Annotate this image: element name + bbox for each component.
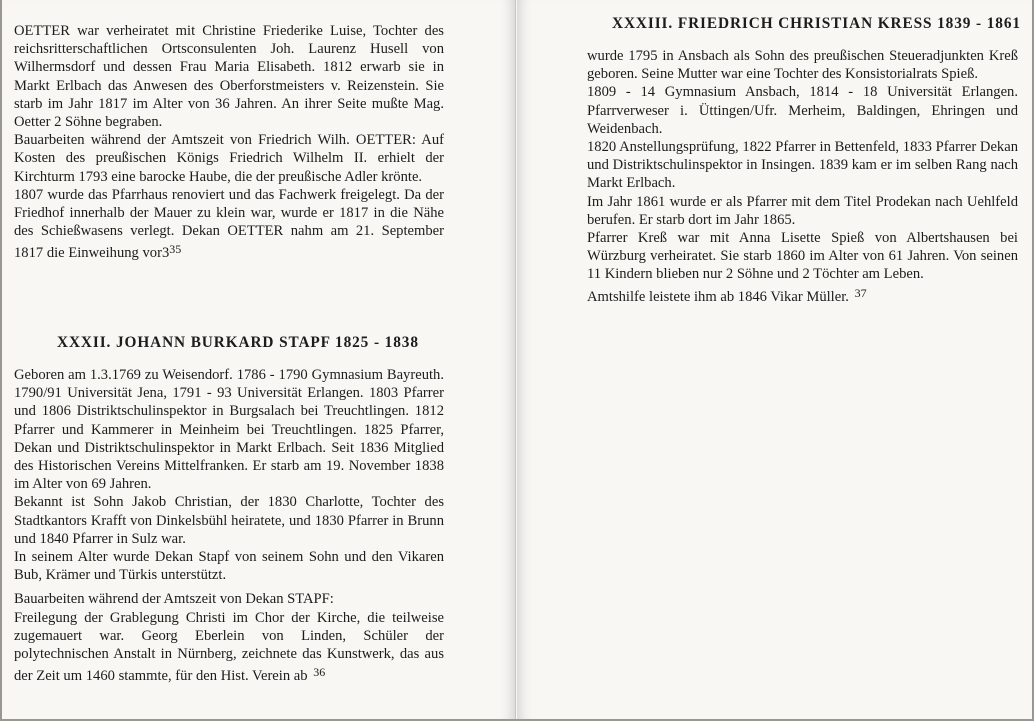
section-heading: XXXII. JOHANN BURKARD STAPF 1825 - 1838: [57, 334, 419, 351]
oetter-paragraph: [14, 186, 444, 263]
kress-section: [587, 47, 1018, 306]
stapf-paragraph: In seinem Alter wurde Dekan Stapf von seinem Sohn und den Vikaren Bub, Krämer und Türkis unterstützt.: [14, 549, 444, 584]
stapf-bau-text: Freilegung der Grablegung Christi im Chor der Kirche, die teilweise zugemauert war. Georg Eberlein von Linden, Schüler der polytechnischen Anstalt in Nürnberg, zeichnete das Kunstwerk, das aus der Zeit um 1460 stammte, für den Hist. Verein ab: [14, 609, 444, 685]
stapf-paragraph: Bekannt ist Sohn Jakob Christian, der 1830 Charlotte, Tochter des Stadtkantors Krafft von Dinkelsbühl heiratete, und 1830 Pfarrer in Brunn und 1840 Pfarrer in Sulz war.: [14, 494, 444, 547]
kress-paragraph: 1809 - 14 Gymnasium Ansbach, 1814 - 18 Universität Erlangen. Pfarrverweser i. Üttingen/Ufr. Merheim, Baldingen, Ehringen und Weidenbach.: [587, 84, 1018, 137]
left-page: [0, 0, 516, 721]
oetter-paragraph: OETTER war verheiratet mit Christine Friederike Luise, Tochter des reichsritterschaftlichen Ortsconsulenten Joh. Laurenz Husell von Wilhermsdorf und dessen Frau Maria Elisabeth. 1812 erwarb sie in Markt Erlbach das Anwesen des Oberforstmeisters v. Reizenstein. Sie starb im Jahr 1817 im Alter von 36 Jahren. An ihrer Seite mußte Mag. Oetter 2 Söhne begraben.: [14, 23, 444, 131]
kress-paragraph: wurde 1795 in Ansbach als Sohn des preußischen Steueradjunkten Kreß geboren. Seine Mutter war eine Tochter des Konsistorialrats Spieß.: [587, 48, 1018, 83]
section-heading: XXXIII. FRIEDRICH CHRISTIAN KRESS 1839 - 1861: [612, 15, 1021, 32]
page-edge: [0, 0, 2, 721]
oetter-last-text: 1807 wurde das Pfarrhaus renoviert und das Fachwerk freigelegt. Da der Friedhof innerhalb der Mauer zu klein war, wurde er 1817 in die Nähe des Schießwasens verlegt. Dekan OETTER nahm am 21. September 1817 die Einweihung vor3: [14, 186, 444, 262]
page-number: 36: [313, 665, 326, 680]
stapf-section: [14, 366, 444, 685]
kress-last-text: Amtshilfe leistete ihm ab 1846 Vikar Müller.: [587, 288, 849, 305]
stapf-bau-paragraph: [14, 609, 444, 686]
kress-paragraph: Im Jahr 1861 wurde er als Pfarrer mit dem Titel Prodekan nach Uehlfeld berufen. Er starb dort im Jahr 1865.: [587, 193, 1018, 228]
stapf-paragraph: Geboren am 1.3.1769 zu Weisendorf. 1786 - 1790 Gymnasium Bayreuth. 1790/91 Universität Jena, 1791 - 93 Universität Erlangen. 1803 Pfarrer und 1806 Distriktschulinspektor in Burgsalach bei Treuchtlingen. 1812 Pfarrer und Kammerer in Meinheim bei Treuchtlingen. 1825 Pfarrer, Dekan und Distriktschulinspektor in Markt Erlbach. Seit 1836 Mitglied des Historischen Vereins Mittelfranken. Er starb am 19. November 1838 im Alter von 69 Jahren.: [14, 367, 444, 493]
oetter-paragraph: Bauarbeiten während der Amtszeit von Friedrich Wilh. OETTER: Auf Kosten des preußischen Königs Friedrich Wilhelm II. erhielt der Kirchturm 1793 eine barocke Haube, die der preußische Adler krönte.: [14, 132, 444, 185]
right-page: [517, 0, 1034, 721]
kress-paragraph: Pfarrer Kreß war mit Anna Lisette Spieß von Albertshausen bei Würzburg verheiratet. Sie starb 1860 im Alter von 61 Jahren. Von seinen 11 Kindern blieben nur 2 Söhne und 2 Töchter am Leben.: [587, 230, 1018, 283]
oetter-section: [14, 22, 444, 263]
kress-paragraph: [587, 284, 1018, 306]
page-number: 35: [169, 242, 182, 257]
page-number: 37: [854, 285, 867, 300]
kress-paragraph: 1820 Anstellungsprüfung, 1822 Pfarrer in Bettenfeld, 1833 Pfarrer Dekan und Distriktschulinspektor in Insingen. 1839 kam er im selben Rang nach Markt Erlbach.: [587, 139, 1018, 192]
stapf-bau-heading: Bauarbeiten während der Amtszeit von Dekan STAPF:: [14, 591, 334, 608]
